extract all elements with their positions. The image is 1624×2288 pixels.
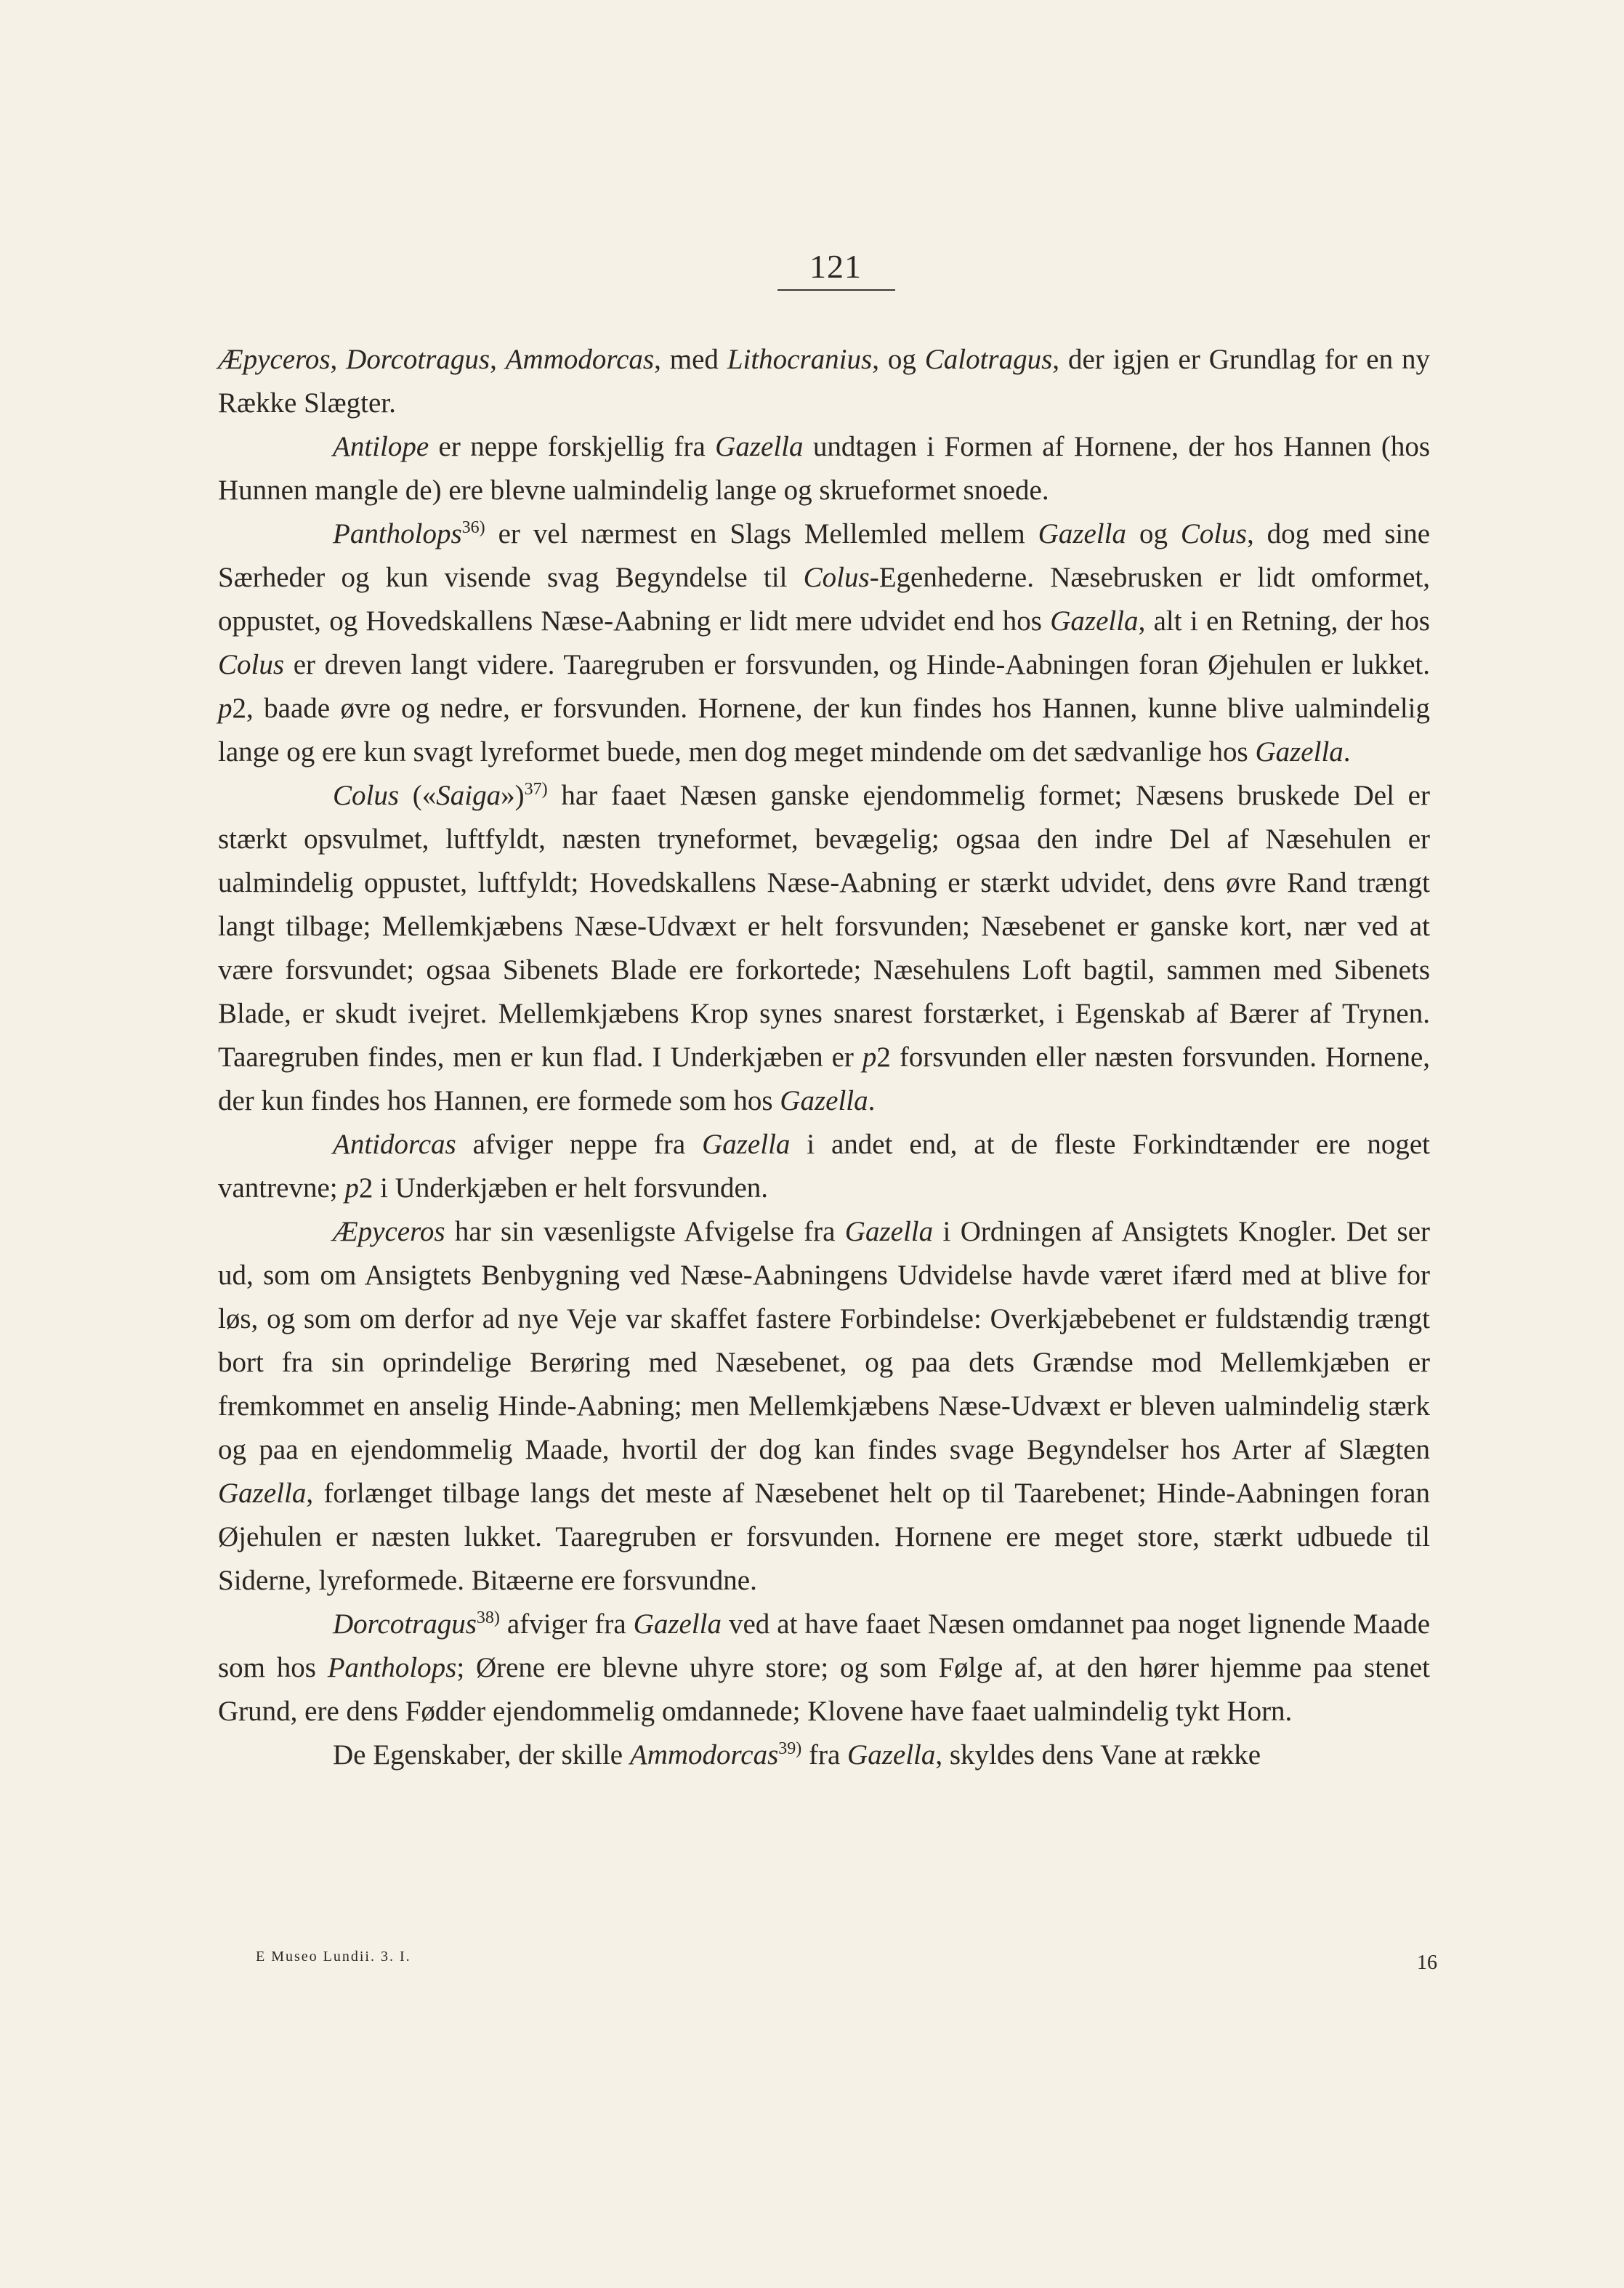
text-run: , der igjen er Grundlag for en ny Række Slægter. — [218, 344, 1431, 419]
paragraph — [218, 1603, 1430, 1733]
italic-term: p — [344, 1172, 359, 1204]
italic-term: Gazella — [1050, 605, 1139, 637]
italic-term: Calotragus — [924, 344, 1053, 375]
italic-term: Antilope — [333, 431, 429, 462]
text-run: , alt i en Retning, der hos — [1138, 605, 1430, 637]
text-run: ; Ørene ere blevne uhyre store; og som Følge af, at den hører hjemme paa stenet Grund, ere dens Fødder ejendommelig omdannede; Klovene have faaet ualmindelig tykt Horn. — [218, 1652, 1430, 1727]
text-run: , dog med sine Særheder og kun visende svag Begyndelse til — [218, 518, 1431, 593]
text-run: afviger fra — [499, 1608, 634, 1640]
text-run: (« — [399, 780, 437, 811]
text-run: er vel nærmest en Slags Mellemled mellem — [485, 518, 1038, 549]
text-run: og — [1126, 518, 1181, 549]
footer-sheet-number: 16 — [1417, 1951, 1437, 1974]
italic-term: Ammodorcas — [505, 344, 655, 375]
footnote-ref: 39) — [778, 1739, 802, 1758]
italic-term: Gazella — [715, 431, 804, 462]
body-text — [218, 338, 1430, 1777]
text-run: fra — [801, 1739, 848, 1771]
paragraph — [218, 774, 1430, 1123]
italic-term: Ammodorcas — [629, 1739, 779, 1771]
italic-term: p — [218, 693, 233, 724]
page-number: 121 — [809, 248, 862, 285]
footnote-ref: 36) — [461, 518, 485, 537]
italic-term: Gazella — [780, 1085, 868, 1116]
footer-signature: E Museo Lundii. 3. I. — [256, 1949, 411, 1965]
paragraph — [218, 1733, 1430, 1777]
italic-term: Æpyceros — [218, 344, 331, 375]
text-run: . — [1343, 736, 1351, 768]
italic-term: Colus — [333, 780, 400, 811]
text-run: i andet end, at de fleste Forkindtænder ere noget vantrevne; — [218, 1129, 1430, 1204]
text-run: i Ordningen af Ansigtets Knogler. Det ser ud, som om Ansigtets Benbygning ved Næse-Aabningens Udvidelse havde været ifærd med at blive for løs, og som om derfor ad nye Veje var skaffet fastere Forbindelse: Overkjæbebenet er fuldstændig trængt bort fra sin oprindelige Berøring med Næsebenet, og paa dets Grændse mod Mellemkjæben er fremkommet en anselig Hinde-Aabning; men Mellemkjæbens Næse-Udvæxt er bleven ualmindelig stærk og paa en ejendommelig Maade, hvortil der dog kan findes svage Begyndelser hos Arter af Slægten — [218, 1216, 1431, 1465]
text-run: , skyldes dens Vane at række — [935, 1739, 1261, 1771]
italic-term: Colus — [803, 562, 870, 593]
italic-term: Gazella — [1255, 736, 1344, 768]
text-run: -Egenhederne. Næsebrusken er lidt omformet, oppustet, og Hovedskallens Næse-Aabning er lidt mere udvidet end hos — [218, 562, 1430, 637]
italic-term: Æpyceros — [333, 1216, 445, 1247]
italic-term: Saiga — [436, 780, 501, 811]
italic-term: Gazella — [1038, 518, 1126, 549]
paragraph — [218, 425, 1430, 512]
text-run: , med — [654, 344, 727, 375]
italic-term: Colus — [1180, 518, 1247, 549]
italic-term: Gazella — [633, 1608, 722, 1640]
text-run: 2 forsvunden eller næsten forsvunden. Hornene, der kun findes hos Hannen, ere formede som hos — [218, 1042, 1431, 1116]
paragraph — [218, 338, 1430, 425]
paragraph — [218, 512, 1430, 774]
italic-term: p — [862, 1042, 877, 1073]
italic-term: Pantholops — [327, 1652, 457, 1683]
text-run: De Egenskaber, der skille — [333, 1739, 630, 1771]
italic-term: Gazella — [702, 1129, 791, 1160]
italic-term: Colus — [218, 649, 285, 680]
page-number-rule — [777, 289, 895, 291]
text-run: har faaet Næsen ganske ejendommelig formet; Næsens bruskede Del er stærkt opsvulmet, luftfyldt, næsten tryneformet, bevægelig; ogsaa den indre Del af Næsehulen er ualmindelig oppustet, luftfyldt; Hovedskallens Næse-Aabning er stærkt udvidet, dens øvre Rand trængt langt tilbage; Mellemkjæbens Næse-Udvæxt er helt forsvunden; Næsebenet er ganske kort, nær ved at være forsvundet; ogsaa Sibenets Blade ere forkortede; Næsehulens Loft bagtil, sammen med Sibenets Blade, er skudt ivejret. Mellemkjæbens Krop synes snarest forstærket, i Egenskab af Bærer af Trynen. Taaregruben findes, men er kun flad. I Underkjæben er — [218, 780, 1430, 1073]
italic-term: Gazella — [847, 1739, 936, 1771]
text-run: er neppe forskjellig fra — [429, 431, 716, 462]
text-run: , forlænget tilbage langs det meste af Næsebenet helt op til Taarebenet; Hinde-Aabningen foran Øjehulen er næsten lukket. Taaregruben er forsvunden. Hornene ere meget store, stærkt udbuede til Siderne, lyreformede. Bitæerne ere forsvundne. — [218, 1478, 1430, 1596]
text-run: ved at have faaet Næsen omdannet paa noget lignende Maade som hos — [218, 1608, 1431, 1683]
italic-term: Gazella — [218, 1478, 307, 1509]
paragraph — [218, 1123, 1430, 1210]
text-run: afviger neppe fra — [456, 1129, 703, 1160]
text-run: , — [330, 344, 347, 375]
italic-term: Gazella — [844, 1216, 934, 1247]
text-run: , og — [872, 344, 925, 375]
paragraph — [218, 1210, 1430, 1603]
italic-term: Antidorcas — [333, 1129, 456, 1160]
footnote-ref: 38) — [476, 1608, 500, 1627]
text-run: . — [868, 1085, 876, 1116]
text-run: , — [490, 344, 506, 375]
italic-term: Dorcotragus — [333, 1608, 477, 1640]
footnote-ref: 37) — [524, 780, 548, 799]
text-run: 2, baade øvre og nedre, er forsvunden. Hornene, der kun findes hos Hannen, kunne blive ualmindelig lange og ere kun svagt lyreformet buede, men dog meget mindende om det sædvanlige hos — [218, 693, 1430, 768]
italic-term: Lithocranius — [727, 344, 873, 375]
text-run: 2 i Underkjæben er helt forsvunden. — [358, 1172, 769, 1204]
italic-term: Dorcotragus — [346, 344, 490, 375]
text-run: har sin væsenligste Afvigelse fra — [445, 1216, 845, 1247]
text-run: er dreven langt videre. Taaregruben er forsvunden, og Hinde-Aabningen foran Øjehulen er lukket. — [284, 649, 1430, 680]
italic-term: Pantholops — [333, 518, 462, 549]
text-run: ») — [501, 780, 525, 811]
text-run: undtagen i Formen af Hornene, der hos Hannen (hos Hunnen mangle de) ere blevne ualmindelig lange og skrueformet snoede. — [218, 431, 1430, 506]
